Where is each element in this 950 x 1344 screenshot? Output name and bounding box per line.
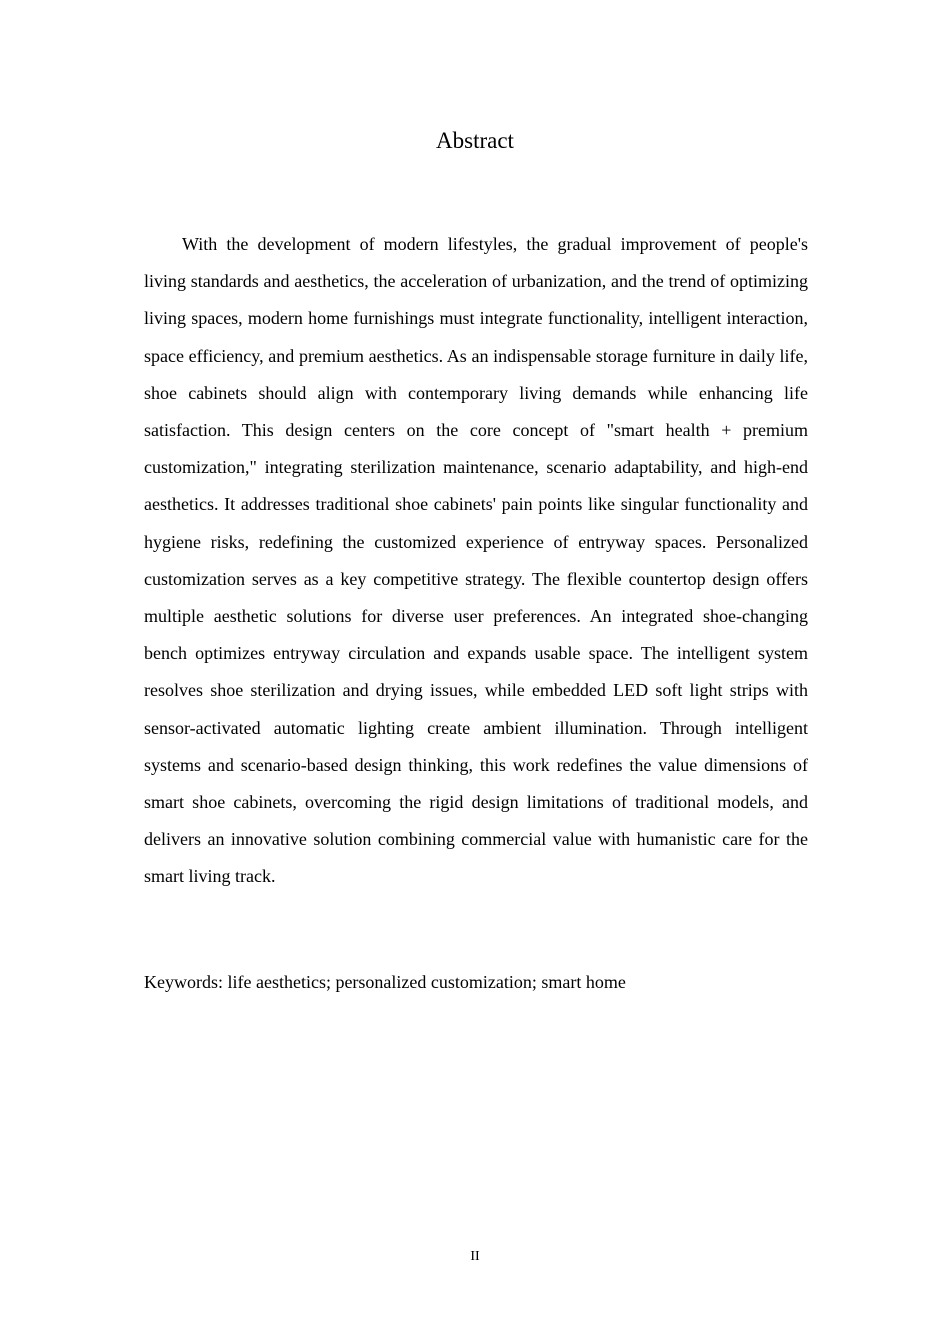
abstract-title: Abstract (436, 128, 514, 153)
page-number: II (470, 1249, 480, 1264)
keywords-line: Keywords: life aesthetics; personalized customization; smart home (144, 972, 626, 992)
abstract-body: With the development of modern lifestyles, the gradual improvement of people's living standards and aesthetics, the acceleration of urbanization, and the trend of optimizing living spaces, modern home furnishings must integrate functionality, intelligent interaction, space efficiency, and premium aesthetics. As an indispensable storage furniture in daily life, shoe cabinets should align with contemporary living demands while enhancing life satisfaction. This design centers on the core concept of "smart health + premium customization," integrating sterilization maintenance, scenario adaptability, and high-end aesthetics. It addresses traditional shoe cabinets' pain points like singular functionality and hygiene risks, redefining the customized experience of entryway spaces. Personalized customization serves as a key competitive strategy. The flexible countertop design offers multiple aesthetic solutions for diverse user preferences. An integrated shoe-changing bench optimizes entryway circulation and expands usable space. The intelligent system resolves shoe sterilization and drying issues, while embedded LED soft light strips with sensor-activated automatic lighting create ambient illumination. Through intelligent systems and scenario-based design thinking, this work redefines the value dimensions of smart shoe cabinets, overcoming the rigid design limitations of traditional models, and delivers an innovative solution combining commercial value with humanistic care for the smart living track. (144, 234, 808, 887)
